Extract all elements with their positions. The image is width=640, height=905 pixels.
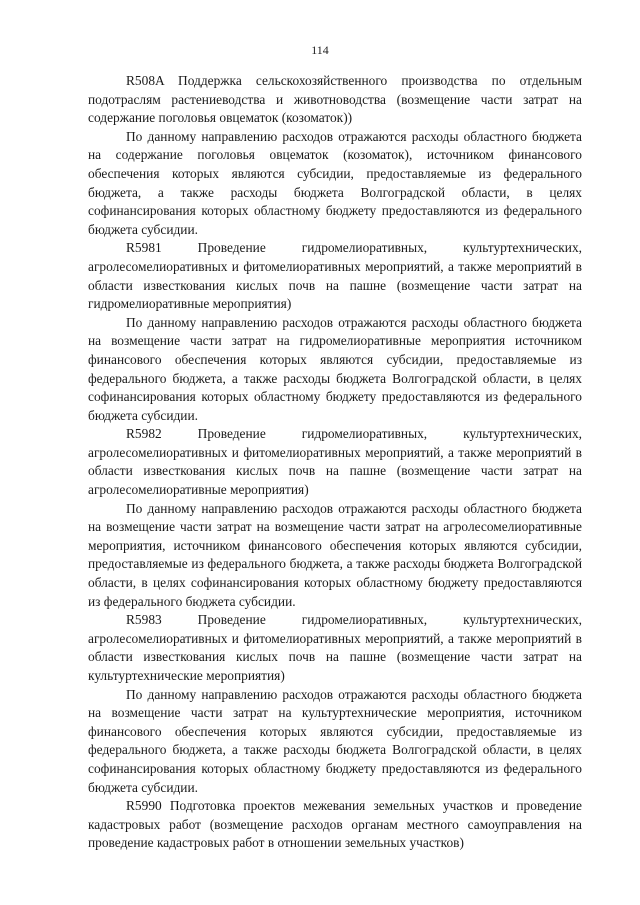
page-number: 114 <box>311 43 329 57</box>
paragraph-r5983-description: По данному направлению расходов отражаются расходы областного бюджета на возмещение части затрат на культуртехнические мероприятия, источником финансового обеспечения которых являются субсидии, предоставляемые из федерального бюджета, а также расходы бюджета Волгоградской области, в целях софинансирования которых областному бюджету предоставляются из федерального бюджета субсидии. <box>88 686 582 795</box>
paragraph-r508a-heading: R508A Поддержка сельскохозяйственного производства по отдельным подотраслям растениеводства и животноводства (возмещение части затрат на содержание поголовья овцематок (козоматок)) <box>88 73 582 126</box>
paragraph-r5983-heading: R5983 Проведение гидромелиоративных, культуртехнических, агролесомелиоративных и фитомелиоративных мероприятий, а также мероприятий в области известкования кислых почв на пашне (возмещение части затрат на культуртехнические мероприятия) <box>88 612 582 683</box>
paragraph-r5981-heading: R5981 Проведение гидромелиоративных, культуртехнических, агролесомелиоративных и фитомелиоративных мероприятий, а также мероприятий в области известкования кислых почв на пашне (возмещение части затрат на гидромелиоративные мероприятия) <box>88 240 582 312</box>
paragraph-r5982-heading: R5982 Проведение гидромелиоративных, культуртехнических, агролесомелиоративных и фитомелиоративных мероприятий, а также мероприятий в области известкования кислых почв на пашне (возмещение части затрат на агролесомелиоративные мероприятия) <box>88 426 582 498</box>
paragraph-r508a-description: По данному направлению расходов отражаются расходы областного бюджета на содержание поголовья овцематок (козоматок), источником финансового обеспечения которых являются субсидии, предоставляемые из федерального бюджета, а также расходы бюджета Волгоградской области, в целях софинансирования которых областному бюджету предоставляются из федерального бюджета субсидии. <box>88 128 582 237</box>
paragraph-r5990-heading: R5990 Подготовка проектов межевания земельных участков и проведение кадастровых работ (возмещение расходов органам местного самоуправления на проведение кадастровых работ в отношении земельных участков) <box>88 798 582 851</box>
paragraph-r5982-description: По данному направлению расходов отражаются расходы областного бюджета на возмещение части затрат на возмещение части затрат на агролесомелиоративные мероприятия, источником финансового обеспечения которых являются субсидии, предоставляемые из федерального бюджета, а также расходы бюджета Волгоградской области, в целях софинансирования которых областному бюджету предоставляются из федерального бюджета субсидии. <box>88 500 582 609</box>
paragraph-r5981-description: По данному направлению расходов отражаются расходы областного бюджета на возмещение части затрат на гидромелиоративные мероприятия источником финансового обеспечения которых являются субсидии, предоставляемые из федерального бюджета, а также расходы бюджета Волгоградской области, в целях софинансирования которых областному бюджету предоставляются из федерального бюджета субсидии. <box>88 314 582 423</box>
document-body <box>88 72 582 853</box>
